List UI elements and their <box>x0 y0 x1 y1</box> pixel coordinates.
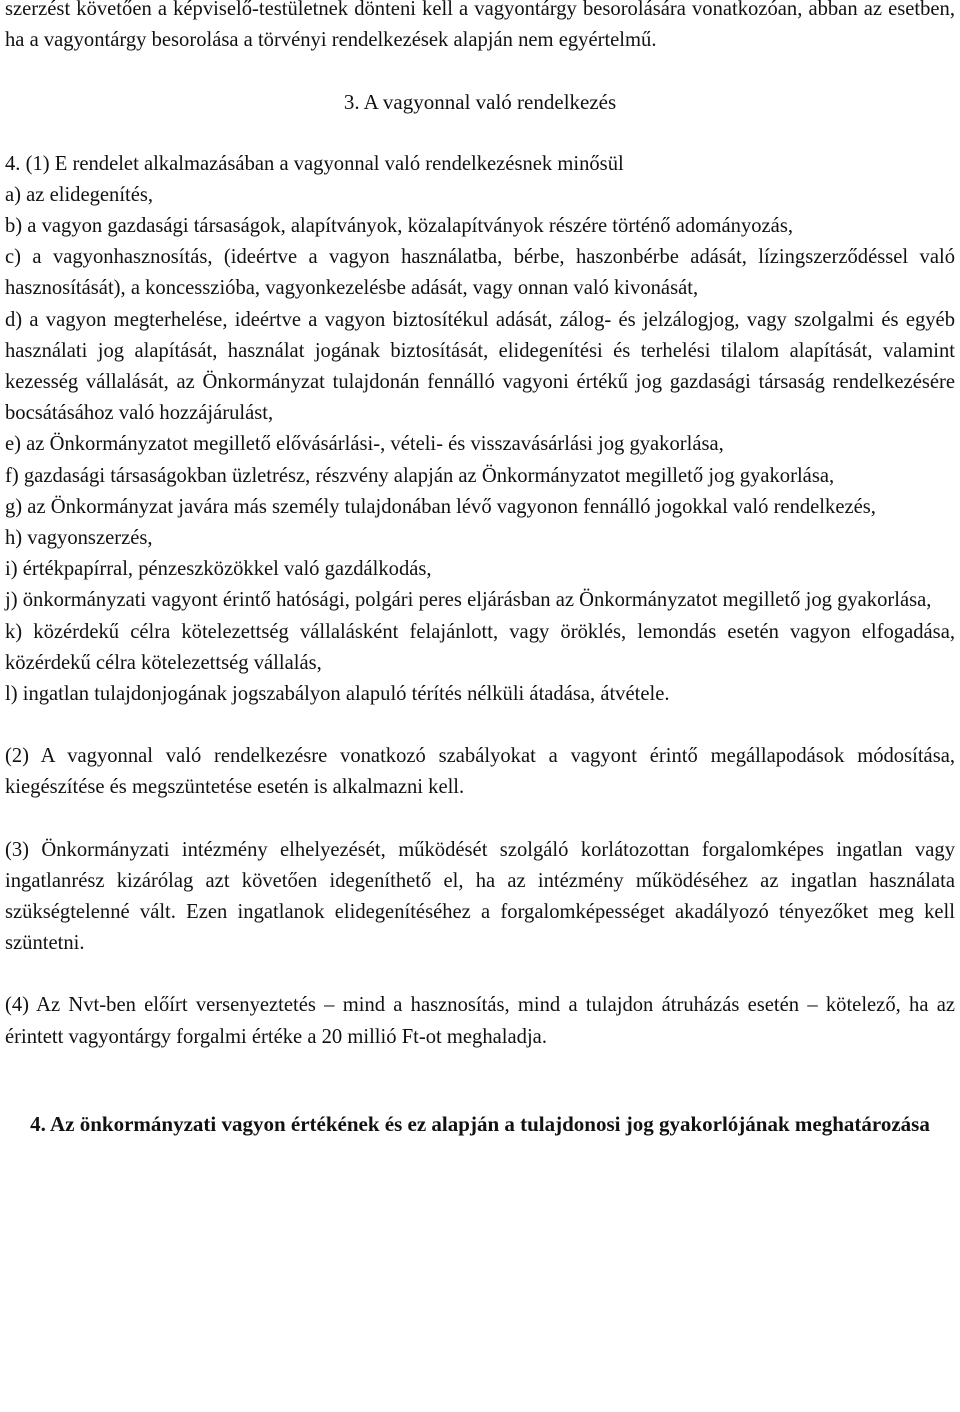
spacer <box>5 56 955 87</box>
spacer <box>5 119 955 149</box>
spacer <box>5 1053 955 1109</box>
section-4-heading: 4. Az önkormányzati vagyon értékének és ez alapján a tulajdonosi jog gyakorlójának meghatározása <box>30 1111 930 1136</box>
spacer <box>5 959 955 990</box>
list-item-b: b) a vagyon gazdasági társaságok, alapítványok, közalapítványok részére történő adományozás, <box>5 215 793 238</box>
list-item-h: h) vagyonszerzés, <box>5 527 153 550</box>
document-page <box>5 0 955 1140</box>
list-item-c: c) a vagyonhasznosítás, (ideértve a vagyon használatba, bérbe, haszonbérbe adását, lízingszerződéssel való hasznosítását), a koncesszióba, vagyonkezelésbe adását, vagy onnan való kivonását, <box>5 246 955 300</box>
intro-paragraph: szerzést követően a képviselő-testületnek dönteni kell a vagyontárgy besorolására vonatkozóan, abban az esetben, ha a vagyontárgy besorolása a törvényi rendelkezések alapján nem egyértelmű. <box>5 0 955 52</box>
paragraph-4-4: (4) Az Nvt-ben előírt versenyeztetés – mind a hasznosítás, mind a tulajdon átruházás esetén – kötelező, ha az érintett vagyontárgy forgalmi értéke a 20 millió Ft-ot meghaladja. <box>5 994 955 1048</box>
section-3-heading: 3. A vagyonnal való rendelkezés <box>343 90 617 115</box>
spacer <box>5 804 955 835</box>
paragraph-4-1-lead: 4. (1) E rendelet alkalmazásában a vagyonnal való rendelkezésnek minősül <box>5 152 624 175</box>
list-item-i: i) értékpapírral, pénzeszközökkel való gazdálkodás, <box>5 558 432 581</box>
list-item-l: l) ingatlan tulajdonjogának jogszabályon alapuló térítés nélküli átadása, átvétele. <box>5 683 670 706</box>
list-item-g: g) az Önkormányzat javára más személy tulajdonában lévő vagyonon fennálló jogokkal való rendelkezés, <box>5 495 876 518</box>
list-item-a: a) az elidegenítés, <box>5 183 154 206</box>
paragraph-4-3: (3) Önkormányzati intézmény elhelyezését, működését szolgáló korlátozottan forgalomképes ingatlan vagy ingatlanrész kizárólag azt követően idegeníthető el, ha az intézmény működéséhez az ingatlan használata szükségtelenné vált. Ezen ingatlanok elidegenítéséhez a forgalomképességet akadályozó tényezőket meg kell szüntetni. <box>5 838 955 955</box>
paragraph-4-2: (2) A vagyonnal való rendelkezésre vonatkozó szabályokat a vagyont érintő megállapodások módosítása, kiegészítése és megszüntetése esetén is alkalmazni kell. <box>5 745 955 799</box>
list-item-e: e) az Önkormányzatot megillető elővásárlási-, vételi- és visszavásárlási jog gyakorlása, <box>5 433 724 456</box>
list-item-k: k) közérdekű célra kötelezettség vállalásként felajánlott, vagy öröklés, lemondás esetén vagyon elfogadása, közérdekű célra kötelezettség vállalás, <box>5 620 955 674</box>
list-item-j: j) önkormányzati vagyont érintő hatósági, polgári peres eljárásban az Önkormányzatot megillető jog gyakorlása, <box>5 589 932 612</box>
spacer <box>5 710 955 741</box>
list-item-d: d) a vagyon megterhelése, ideértve a vagyon biztosítékul adását, zálog- és jelzálogjog, vagy szolgalmi és egyéb használati jog alapítását, használat jogának biztosítását, elidegenítési és terhelési tilalom alapítását, valamint kezesség vállalását, az Önkormányzat tulajdonán fennálló vagyoni értékű jog gazdasági társaság rendelkezésére bocsátásához való hozzájárulást, <box>5 308 955 425</box>
list-item-f: f) gazdasági társaságokban üzletrész, részvény alapján az Önkormányzatot megillető jog gyakorlása, <box>5 464 835 487</box>
